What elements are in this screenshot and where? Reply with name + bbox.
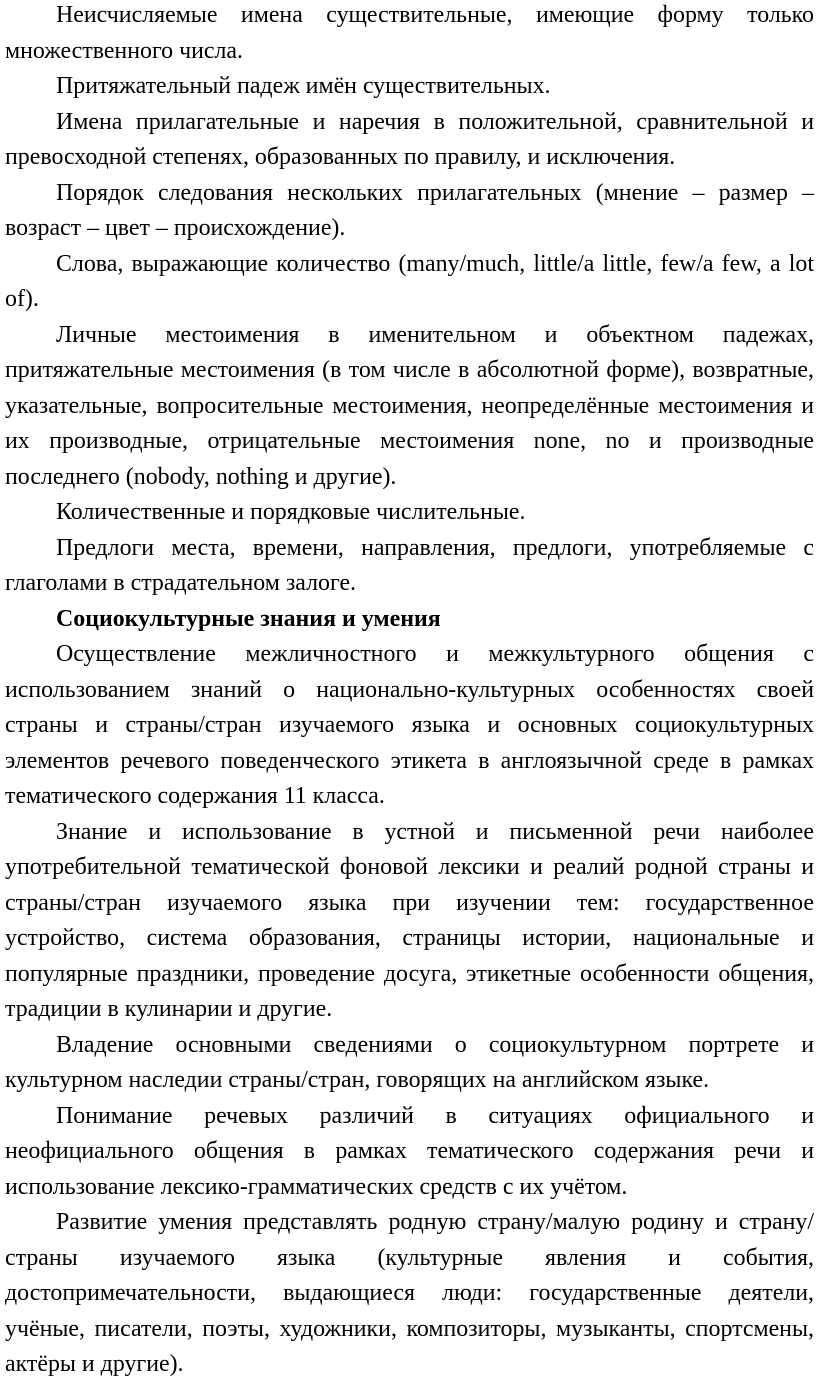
paragraph-numerals: Количественные и порядковые числительные. — [56, 499, 526, 525]
document-page — [5, 0, 814, 1383]
paragraph-quantity-words: Слова, выражающие количество (many/much, little/a little, few/a few, a lot of). — [5, 250, 814, 312]
paragraph-uncountable-nouns: Неисчисляемые имена существительные, имеющие форму только множественного числа. — [5, 2, 814, 64]
paragraph-adjective-order: Порядок следования нескольких прилагательных (мнение – размер – возраст – цвет – происхождение). — [5, 179, 814, 241]
paragraph-presenting-country: Развитие умения представлять родную страну/малую родину и страну/страны изучаемого языка (культурные явления и события, достопримечательности, выдающиеся люди: государственные деятели, учёные, писатели, поэты, художники, композиторы, музыканты, спортсмены, актёры и другие). — [5, 1209, 814, 1377]
paragraph-intercultural-communication: Осуществление межличностного и межкультурного общения с использованием знаний о национально-культурных особенностях своей страны и страны/стран изучаемого языка и основных социокультурных элементов речевого поведенческого этикета в англоязычной среде в рамках тематического содержания 11 класса. — [5, 641, 814, 809]
paragraph-prepositions: Предлоги места, времени, направления, предлоги, употребляемые с глаголами в страдательном залоге. — [5, 534, 814, 596]
paragraph-pronouns: Личные местоимения в именительном и объектном падежах, притяжательные местоимения (в том числе в абсолютной форме), возвратные, указательные, вопросительные местоимения, неопределённые местоимения и их производные, отрицательные местоимения none, no и производные последнего (nobody, nothing и другие). — [5, 321, 814, 490]
section-heading: Социокультурные знания и умения — [56, 605, 441, 632]
paragraph-speech-differences: Понимание речевых различий в ситуациях официального и неофициального общения в рамках тематического содержания речи и использование лексико-грамматических средств с их учётом. — [5, 1102, 814, 1200]
paragraph-adjectives-degrees: Имена прилагательные и наречия в положительной, сравнительной и превосходной степенях, образованных по правилу, и исключения. — [5, 108, 814, 170]
paragraph-possessive-case: Притяжательный падеж имён существительных. — [56, 73, 551, 99]
paragraph-background-vocabulary: Знание и использование в устной и письменной речи наиболее употребительной тематической фоновой лексики и реалий родной страны и страны/стран изучаемого языка при изучении тем: государственное устройство, система образования, страницы истории, национальные и популярные праздники, проведение досуга, этикетные особенности общения, традиции в кулинарии и другие. — [5, 818, 814, 1022]
paragraph-cultural-heritage: Владение основными сведениями о социокультурном портрете и культурном наследии страны/стран, говорящих на английском языке. — [5, 1031, 814, 1093]
